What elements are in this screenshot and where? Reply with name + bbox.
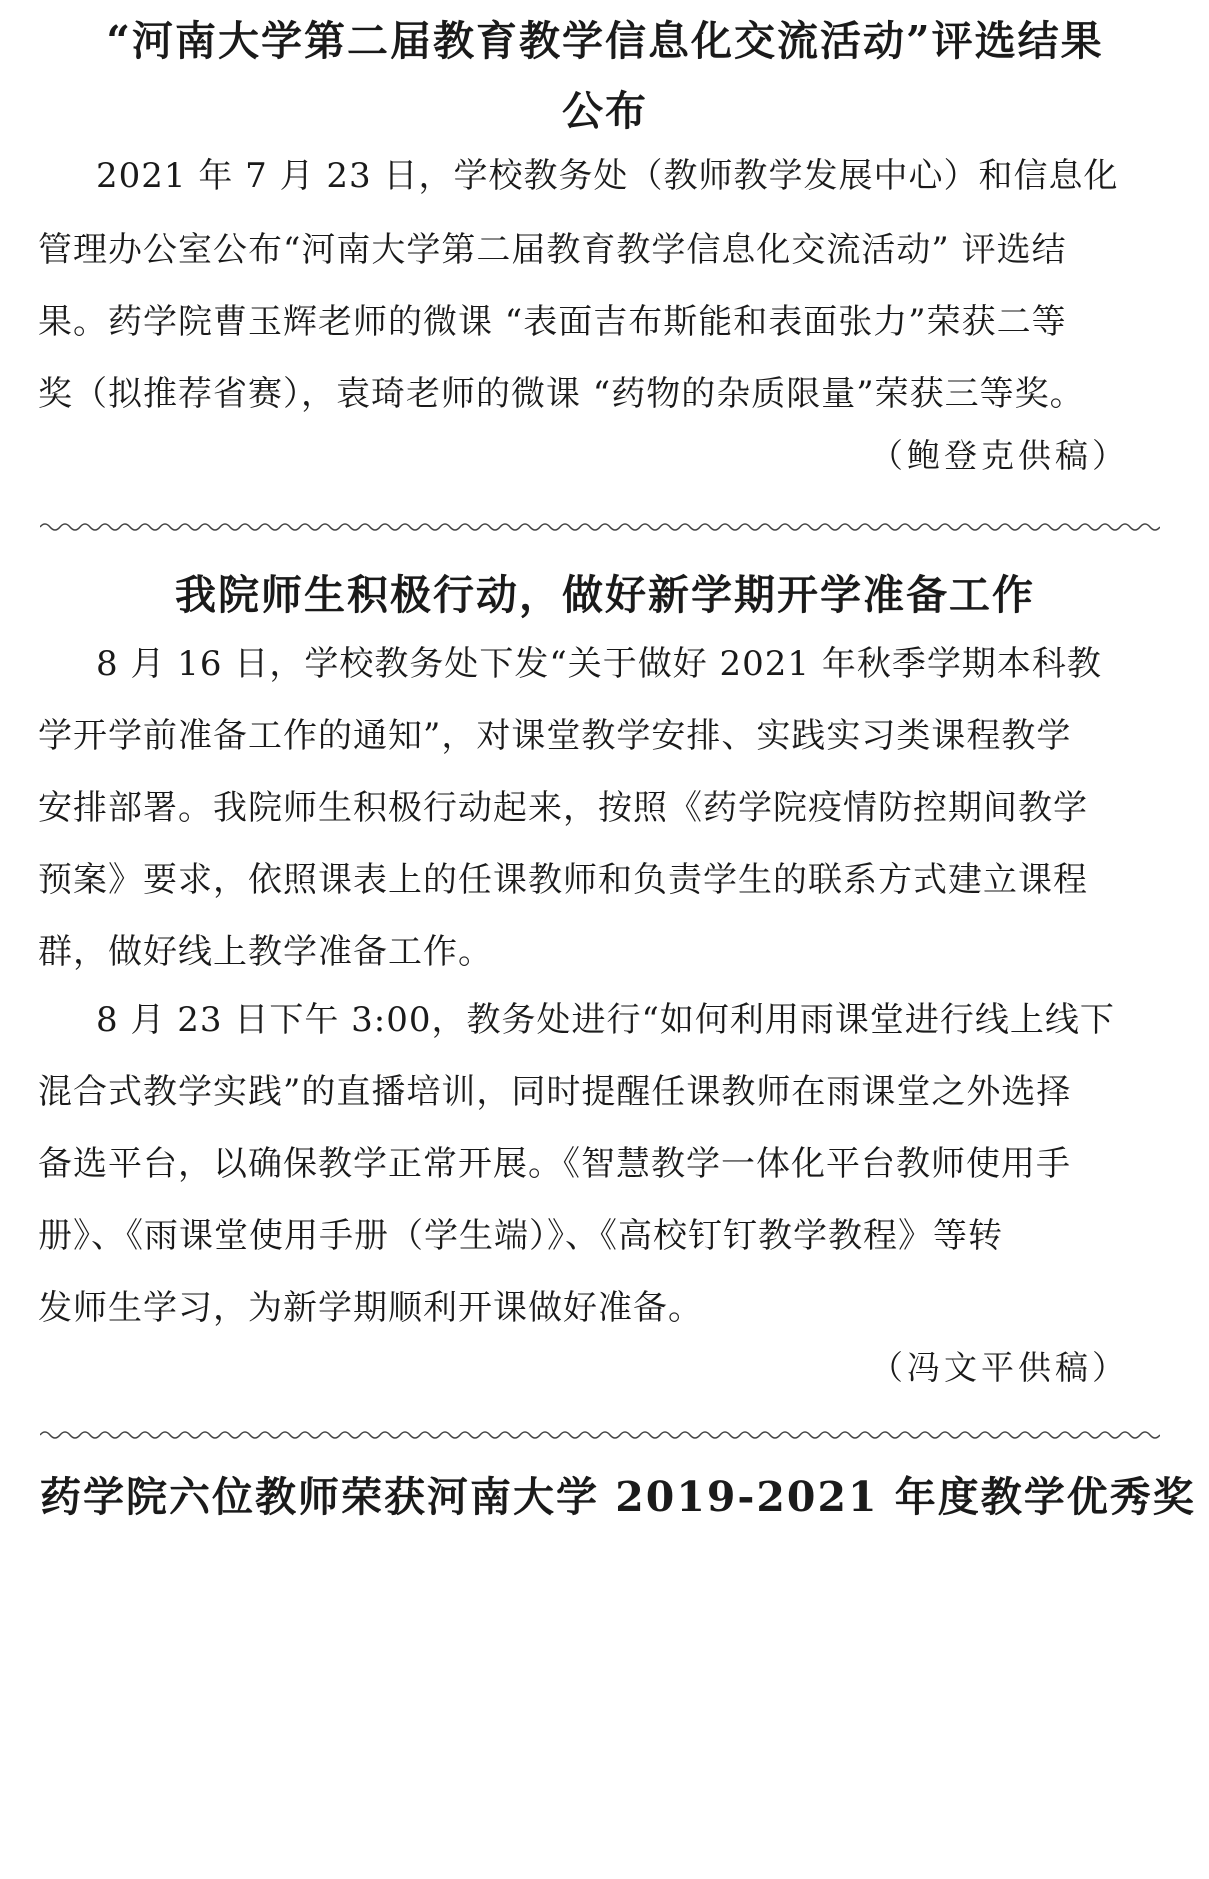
article1-line-3: 果。药学院曹玉辉老师的微课 “表面吉布斯能和表面张力”荣获二等	[38, 302, 1067, 342]
article2-para1-line-3: 安排部署。我院师生积极行动起来，按照《药学院疫情防控期间教学	[38, 788, 1088, 828]
article2-para1-line-1: 8 月 16 日，学校教务处下发“关于做好 2021 年秋季学期本科教	[96, 644, 1102, 684]
article2-para1-line-4: 预案》要求，依照课表上的任课教师和负责学生的联系方式建立课程	[38, 860, 1088, 900]
wavy-divider-1	[40, 520, 1160, 534]
article1-line-2: 管理办公室公布“河南大学第二届教育教学信息化交流活动” 评选结	[38, 230, 1067, 270]
article2-para2-line-3: 备选平台，以确保教学正常开展。《智慧教学一体化平台教师使用手	[38, 1144, 1071, 1184]
article2-para2-line-1: 8 月 23 日下午 3:00，教务处进行“如何利用雨课堂进行线上线下	[96, 1000, 1115, 1040]
article1-line-1: 2021 年 7 月 23 日，学校教务处（教师教学发展中心）和信息化	[96, 156, 1119, 196]
article3-title: 药学院六位教师荣获河南大学 2019-2021 年度教学优秀奖	[40, 1473, 1196, 1521]
article2-para2-line-4: 册》、《雨课堂使用手册（学生端）》、《高校钉钉教学教程》等转	[38, 1216, 1003, 1256]
article1-title-line2: 公布	[562, 87, 648, 135]
article1-line-4: 奖（拟推荐省赛），袁琦老师的微课 “药物的杂质限量”荣获三等奖。	[38, 374, 1085, 414]
article2-para2-line-2: 混合式教学实践”的直播培训，同时提醒任课教师在雨课堂之外选择	[38, 1072, 1072, 1112]
article2-title: 我院师生积极行动，做好新学期开学准备工作	[175, 571, 1035, 619]
article2-para1-line-5: 群，做好线上教学准备工作。	[38, 932, 493, 972]
article2-credit: （冯文平供稿）	[870, 1348, 1129, 1387]
wavy-divider-2	[40, 1428, 1160, 1442]
article1-title-line1: “河南大学第二届教育教学信息化交流活动”评选结果	[106, 17, 1104, 65]
article2-para1-line-2: 学开学前准备工作的通知”，对课堂教学安排、实践实习类课程教学	[38, 716, 1072, 756]
article2-para2-line-5: 发师生学习，为新学期顺利开课做好准备。	[38, 1288, 703, 1328]
article1-credit: （鲍登克供稿）	[870, 436, 1129, 475]
